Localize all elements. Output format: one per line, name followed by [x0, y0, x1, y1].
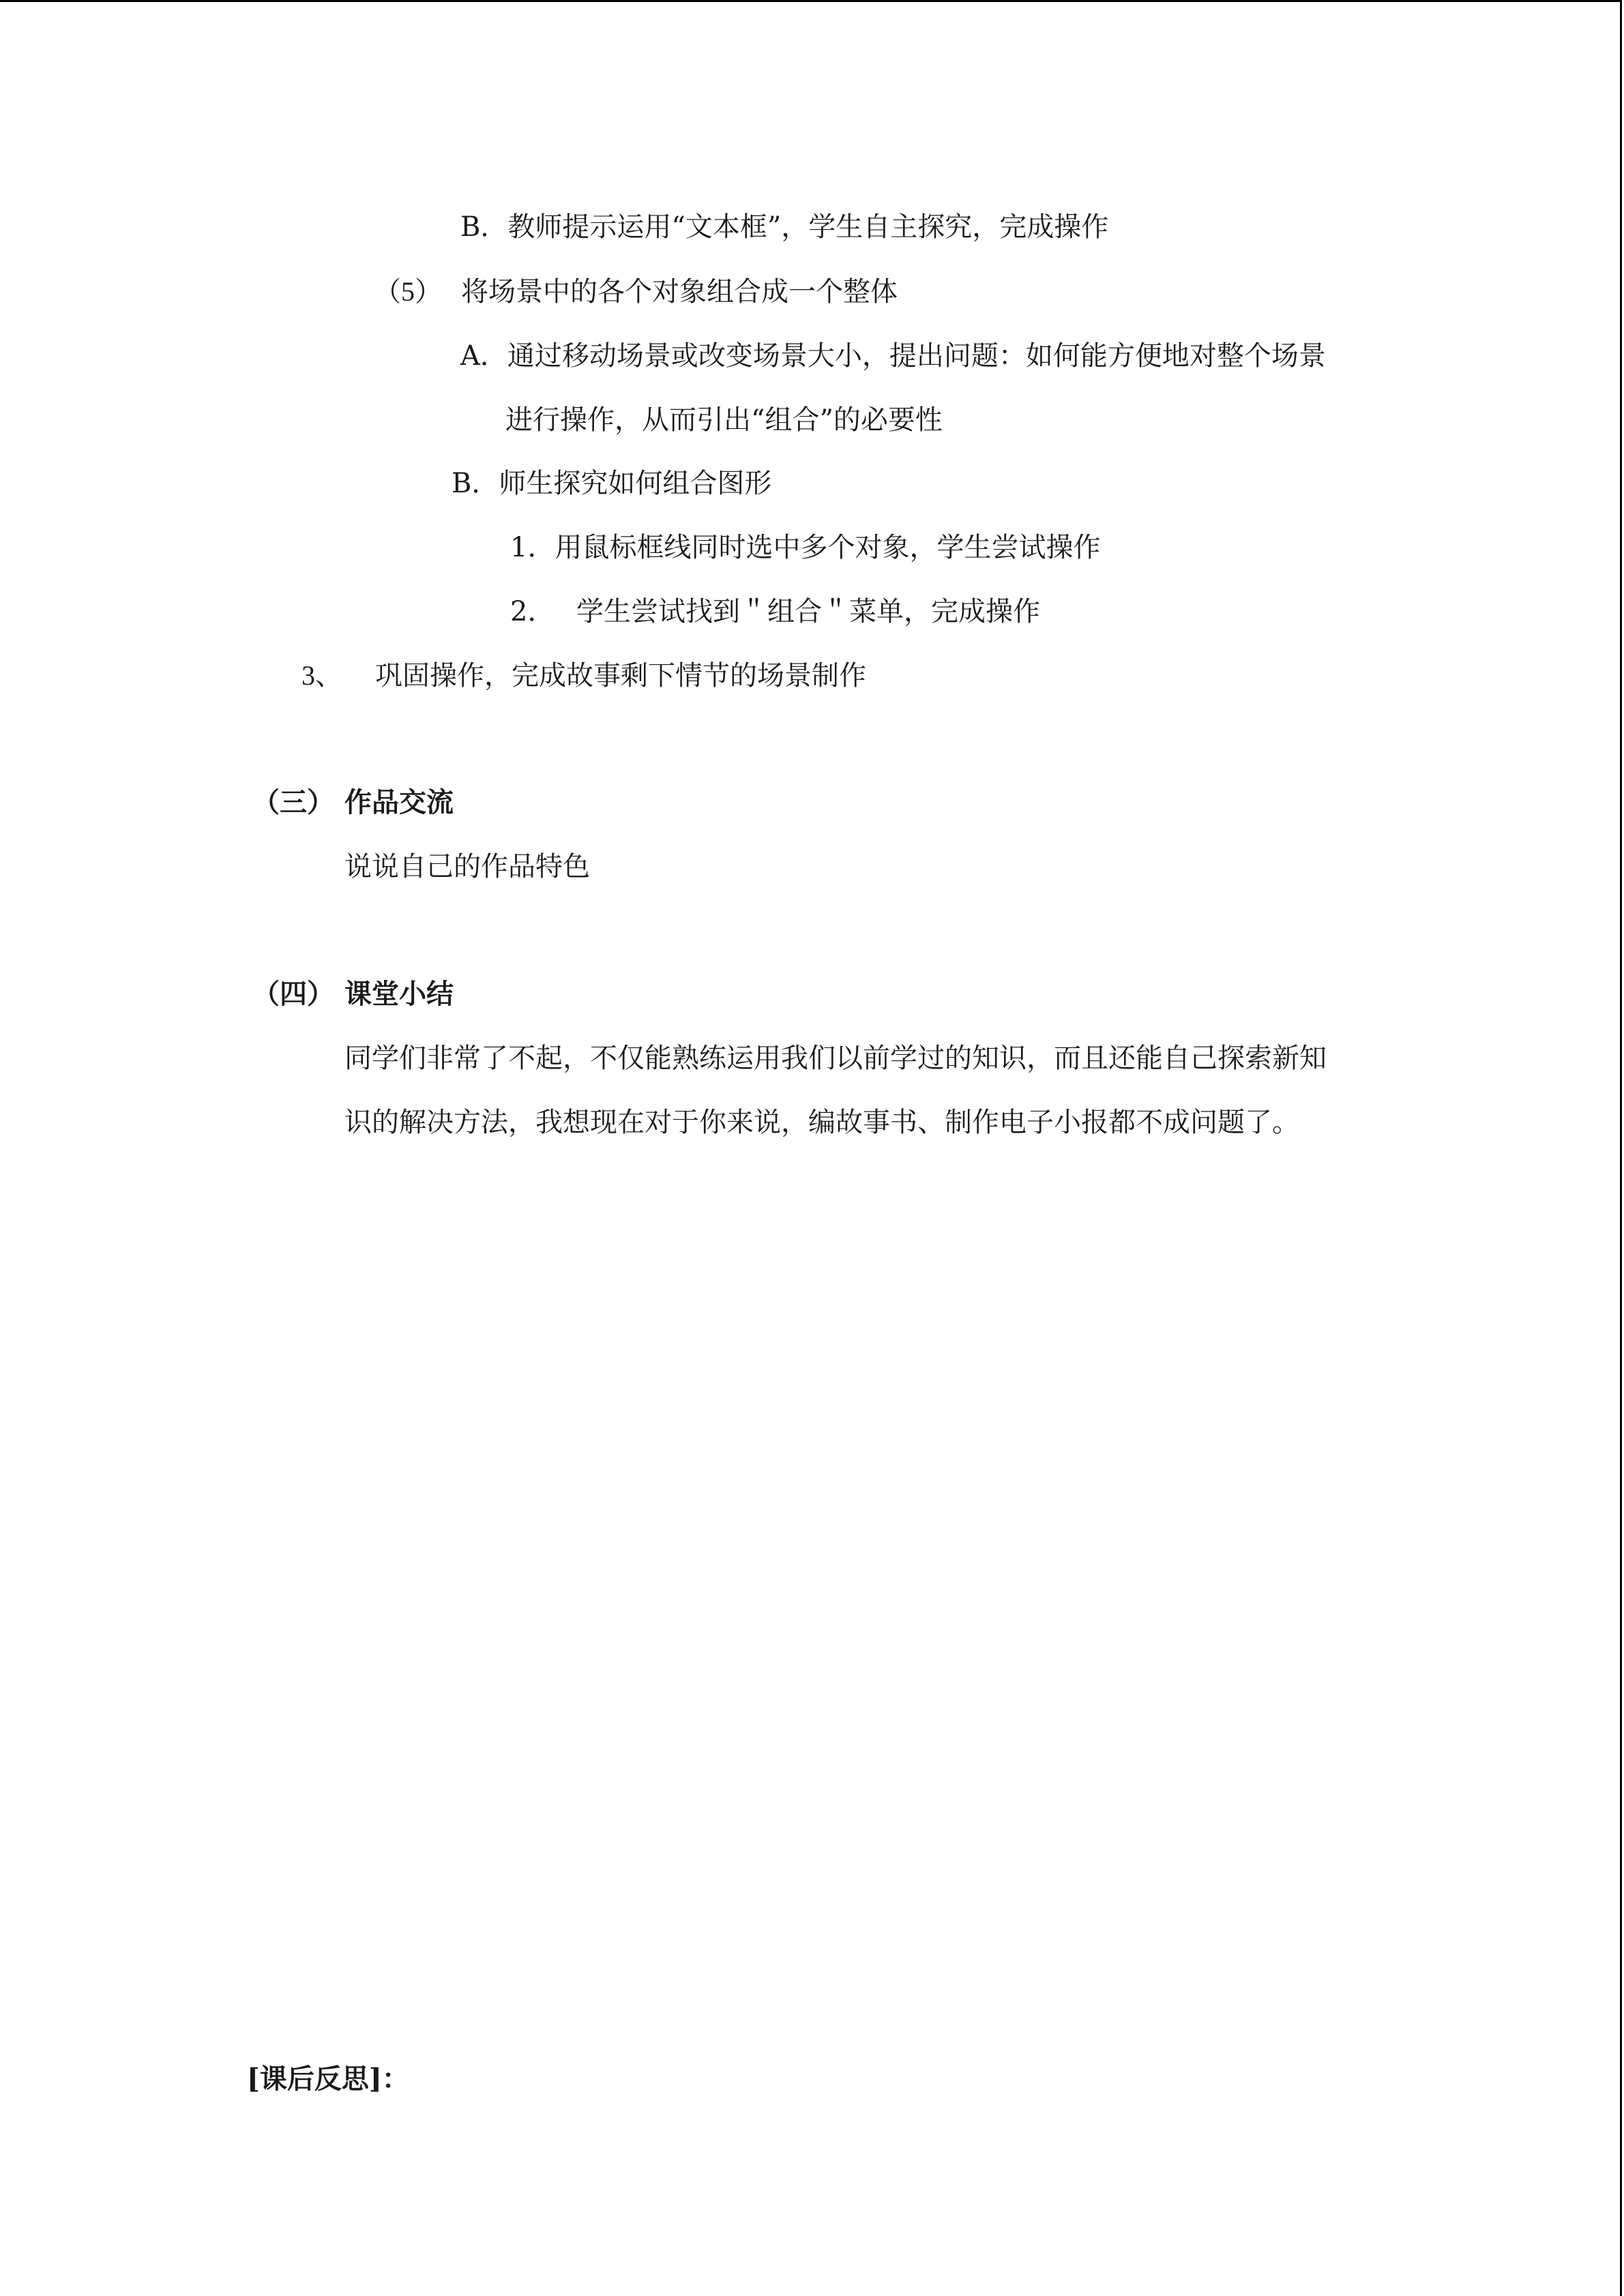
section3-body: 说说自己的作品特色: [344, 851, 590, 882]
step5-marker: （5）: [374, 276, 442, 307]
section4-body-line1: 同学们非常了不起，不仅能熟练运用我们以前学过的知识，而且还能自己探索新知: [344, 1043, 1327, 1074]
step5-a-line1: A．通过移动场景或改变场景大小，提出问题：如何能方便地对整个场景: [460, 340, 1326, 372]
step5-b-2-marker: 2．: [510, 596, 555, 627]
step-b-textbox: B．教师提示运用“文本框”，学生自主探究，完成操作: [460, 211, 1109, 243]
section3-title: 作品交流: [344, 786, 454, 818]
step5-text: 将场景中的各个对象组合成一个整体: [461, 276, 898, 308]
step5-b: B．师生探究如何组合图形: [452, 468, 772, 499]
section4-body-line2: 识的解决方法，我想现在对于你来说，编故事书、制作电子小报都不成问题了。: [344, 1107, 1299, 1138]
section4-marker: （四）: [252, 978, 334, 1010]
step5-b-1: 1．用鼠标框线同时选中多个对象，学生尝试操作: [510, 532, 1101, 563]
step5-a-line2: 进行操作，从而引出“组合”的必要性: [505, 404, 943, 436]
step3-marker: 3、: [301, 660, 342, 691]
step3-text: 巩固操作，完成故事剩下情节的场景制作: [375, 660, 866, 691]
reflection-label: [课后反思]：: [247, 2063, 409, 2095]
step5-b-2-text: 学生尝试找到＂组合＂菜单，完成操作: [576, 596, 1040, 627]
section4-title: 课堂小结: [344, 978, 454, 1010]
section3-marker: （三）: [252, 786, 334, 818]
